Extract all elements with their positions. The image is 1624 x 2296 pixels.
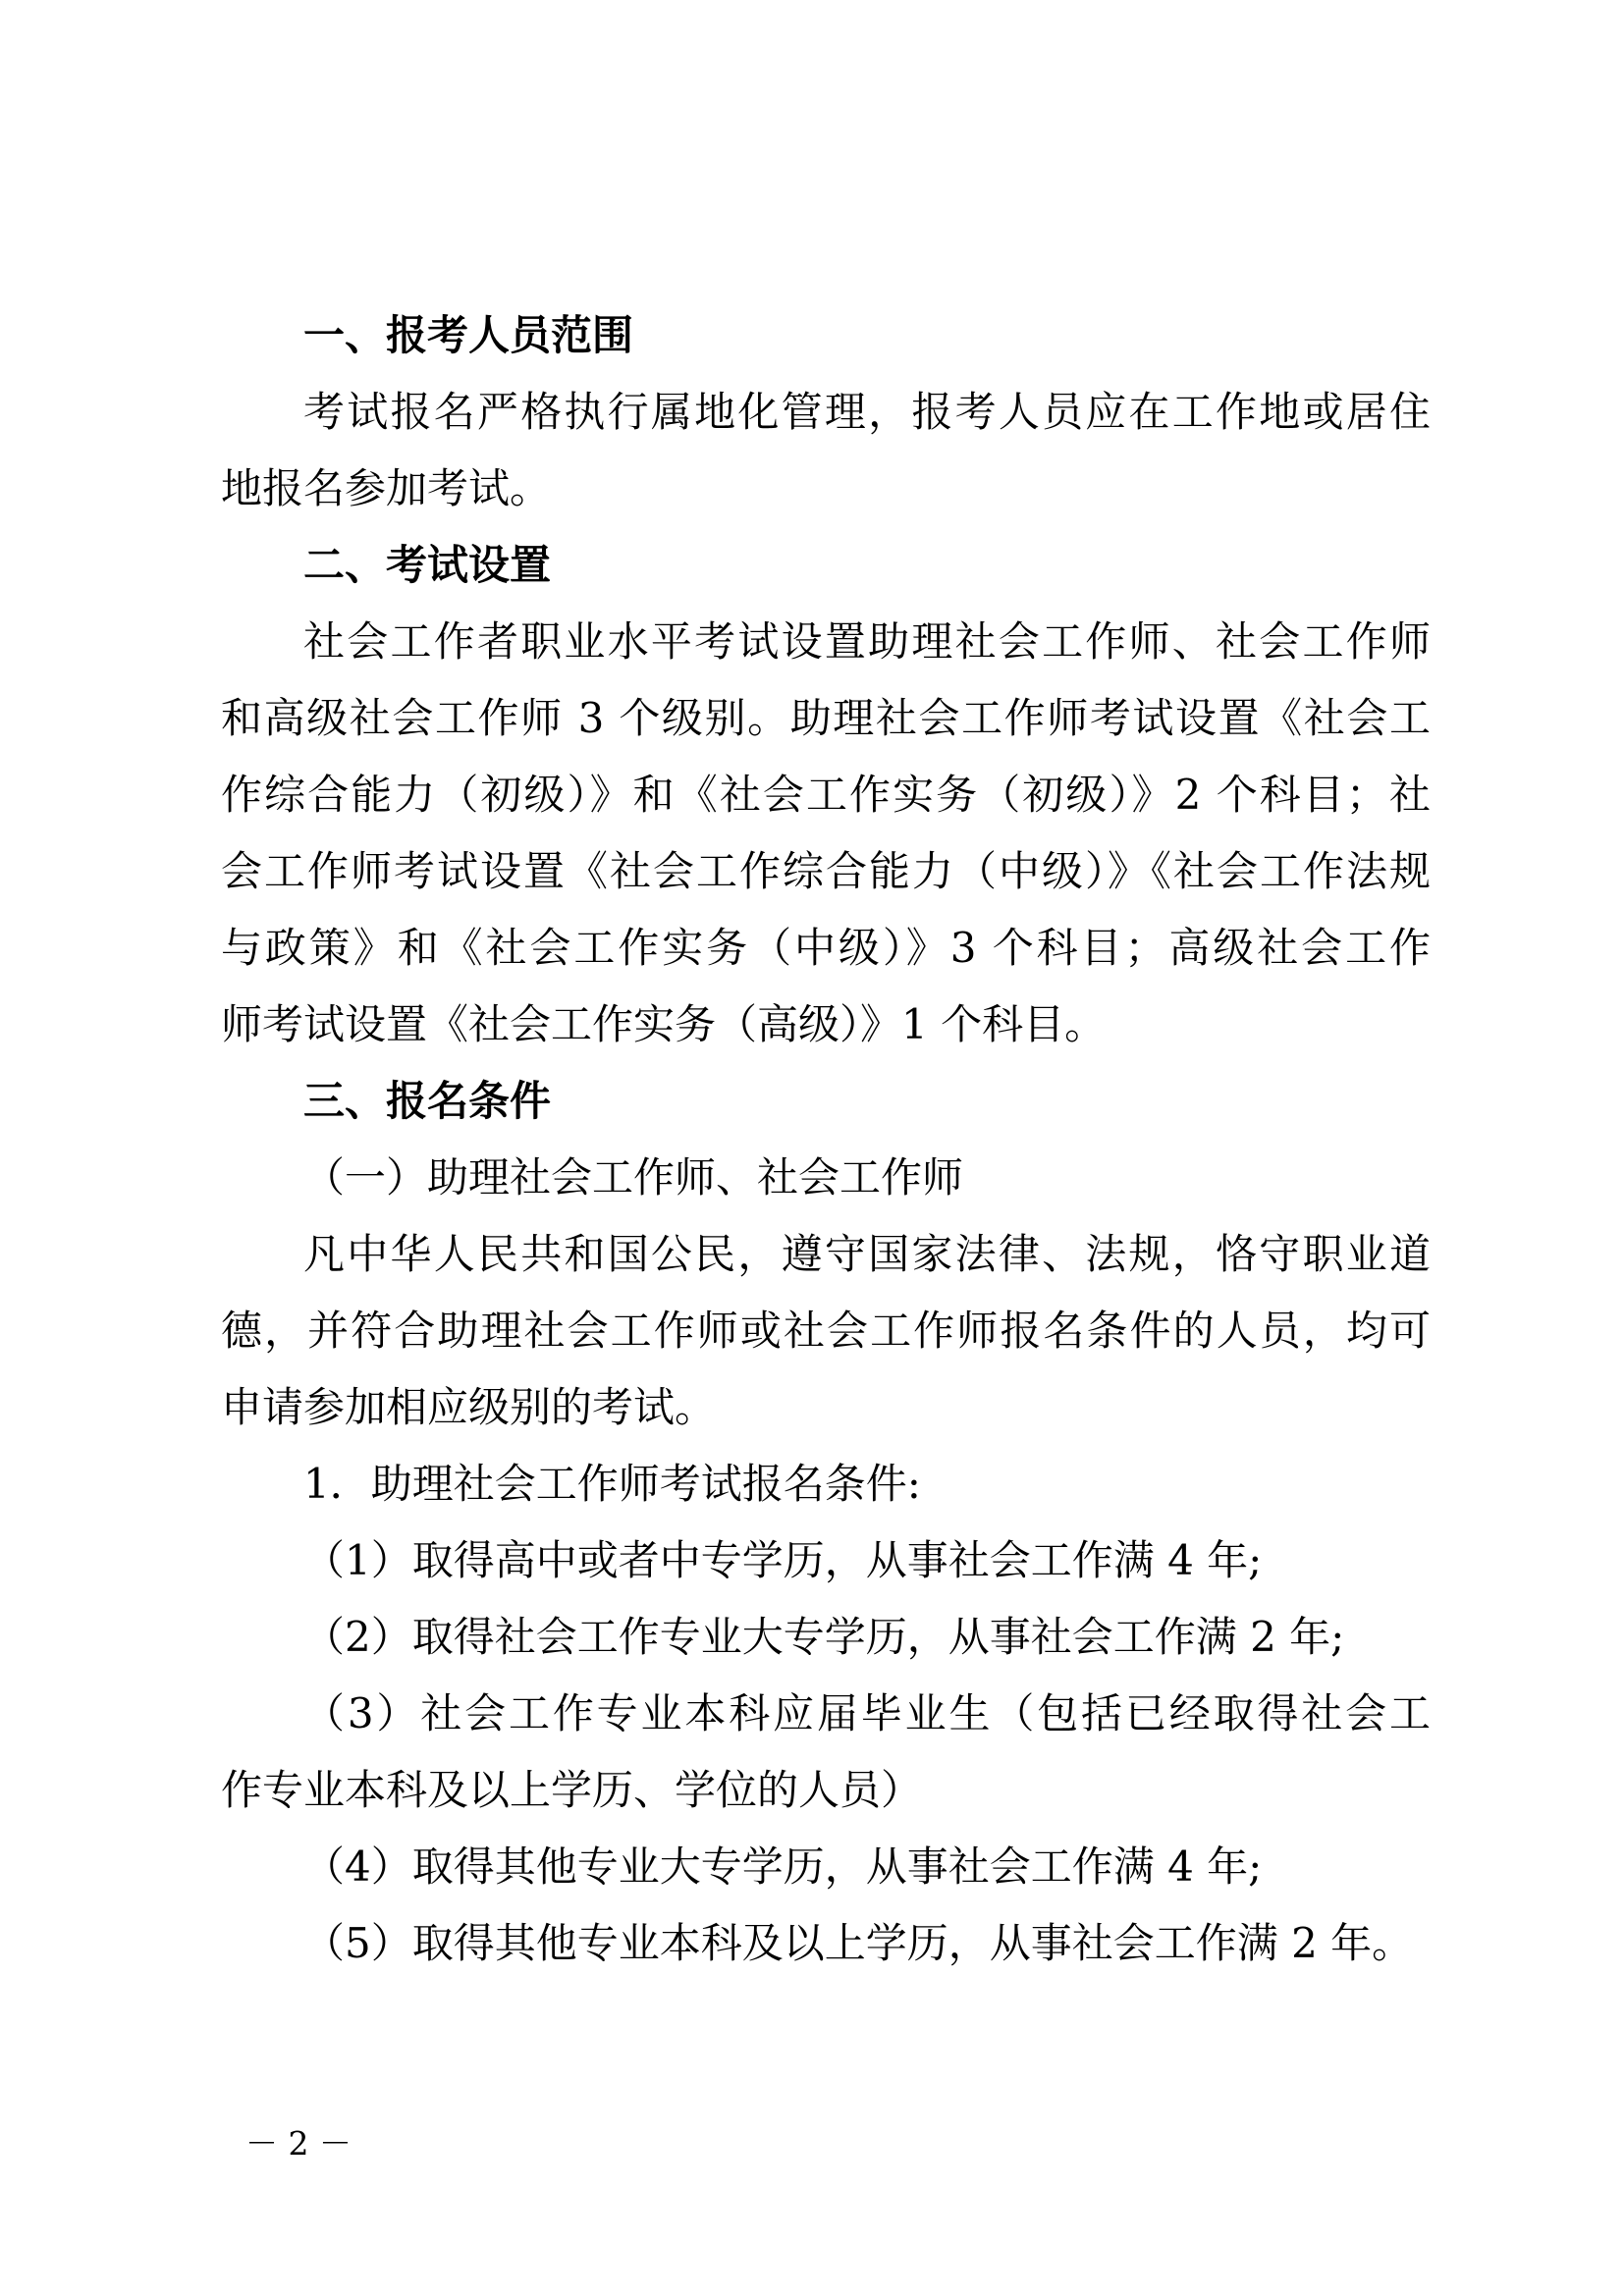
paragraph-line: 申请参加相应级别的考试。 — [221, 1383, 717, 1431]
paragraph-line: 凡中华人民共和国公民，遵守国家法律、法规，恪守职业道 — [303, 1230, 1431, 1278]
paragraph-line: 作综合能力（初级）》和《社会工作实务（初级）》2 个科目；社 — [221, 771, 1431, 819]
section-heading: 二、考试设置 — [303, 541, 552, 589]
paragraph-line: 社会工作者职业水平考试设置助理社会工作师、社会工作师 — [303, 617, 1431, 666]
paragraph-line: 和高级社会工作师 3 个级别。助理社会工作师考试设置《社会工 — [221, 694, 1431, 742]
paragraph-line: 师考试设置《社会工作实务（高级）》1 个科目。 — [221, 1000, 1107, 1048]
paragraph-line: 德，并符合助理社会工作师或社会工作师报名条件的人员，均可 — [221, 1307, 1431, 1355]
list-item-line: （2）取得社会工作专业大专学历，从事社会工作满 2 年; — [303, 1613, 1345, 1661]
list-item-line: 作专业本科及以上学历、学位的人员） — [221, 1766, 923, 1814]
list-item-line: （5）取得其他专业本科及以上学历，从事社会工作满 2 年。 — [303, 1919, 1414, 1967]
list-item-line: （1）取得高中或者中专学历，从事社会工作满 4 年; — [303, 1536, 1263, 1584]
subsection-heading: （一）助理社会工作师、社会工作师 — [303, 1153, 964, 1201]
paragraph-line: 地报名参加考试。 — [221, 464, 552, 512]
page-number: － 2 － — [245, 2124, 352, 2163]
list-item-line: （3）社会工作专业本科应届毕业生（包括已经取得社会工 — [303, 1689, 1431, 1737]
document-body — [221, 297, 1431, 1982]
list-item-line: （4）取得其他专业大专学历，从事社会工作满 4 年; — [303, 1842, 1263, 1891]
paragraph-line: 与政策》和《社会工作实务（中级）》3 个科目；高级社会工作 — [221, 924, 1431, 972]
paragraph-line: 会工作师考试设置《社会工作综合能力（中级）》《社会工作法规 — [221, 847, 1431, 895]
section-heading: 一、报考人员范围 — [303, 311, 634, 359]
section-heading: 三、报名条件 — [303, 1077, 552, 1125]
paragraph-line: 考试报名严格执行属地化管理，报考人员应在工作地或居住 — [303, 388, 1431, 436]
list-title: 1．助理社会工作师考试报名条件: — [303, 1460, 921, 1508]
